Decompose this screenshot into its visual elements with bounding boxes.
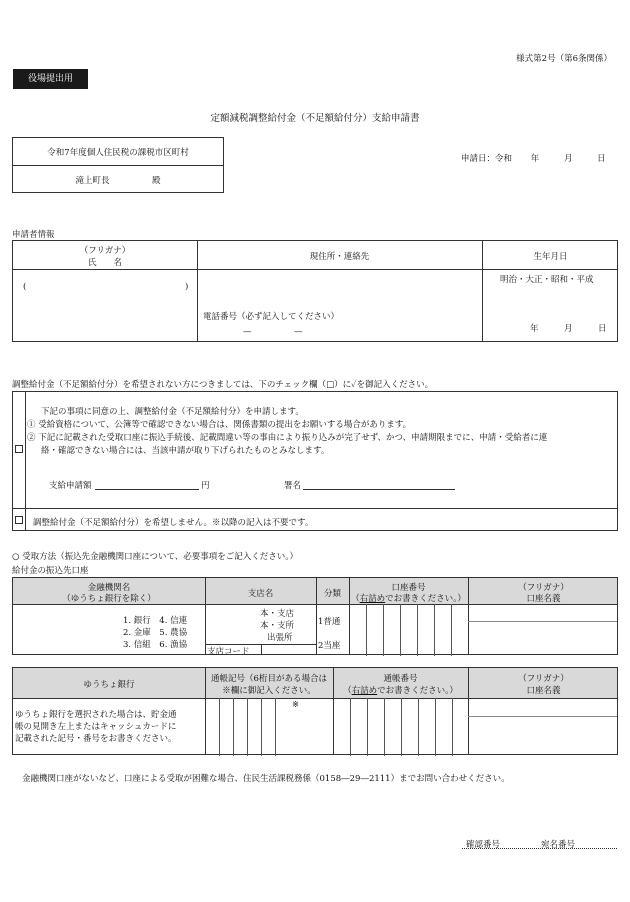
holder-header-2: 口座名義 xyxy=(526,594,561,604)
confirm-number-label: 確認番号 xyxy=(466,840,501,850)
consent-intro: 調整給付金（不足額給付分）を希望されない方につきましては、下のチェック欄（□）に✓を御記入ください。 xyxy=(12,380,434,390)
name-label: 氏 名 xyxy=(87,258,122,268)
receipt-method: ○ 受取方法（振込先金融機関口座について、必要事項をご記入ください。） xyxy=(12,552,299,562)
inst-type-option-3[interactable]: 3. 信組 6. 漁協 xyxy=(123,640,188,650)
signature-label: 署名 xyxy=(284,481,302,491)
consent-table xyxy=(12,391,618,531)
branch-option-2[interactable]: 本・支所 xyxy=(260,621,295,631)
branch-option-3[interactable]: 出張所 xyxy=(267,633,293,643)
phone-label: 電話番号（必ず記入してください） xyxy=(203,312,340,322)
type-header: 分類 xyxy=(323,589,341,599)
application-date-year: 年 xyxy=(530,154,540,164)
address-contact-label: 現住所・連絡先 xyxy=(309,252,370,262)
branch-header: 支店名 xyxy=(247,589,274,599)
account-number-header-2: （右詰めでお書きください。） xyxy=(351,594,466,604)
phone-dashes[interactable]: — — xyxy=(243,327,303,337)
yucho-header: ゆうちょ銀行 xyxy=(83,680,135,690)
form-number: 様式第2号（第6条関係） xyxy=(516,54,612,64)
application-date xyxy=(461,152,606,164)
yucho-symbol-header-1: 通帳記号（6桁目がある場合は xyxy=(211,674,327,684)
furigana-label: （フリガナ） xyxy=(79,246,131,256)
branch-code-label: 支店コード xyxy=(207,647,250,657)
consent-line-1: 下記の事項に同意の上、調整給付金（不足額給付分）を申請します。 xyxy=(41,407,304,417)
page-title: 定額減税調整給付金（不足額給付分）支給申請書 xyxy=(210,113,420,124)
type-current[interactable]: 2当座 xyxy=(318,641,341,651)
tax-municipality-label: 令和7年度個人住民税の課税市区町村 xyxy=(47,148,189,158)
yucho-note-1: ゆうちょ銀行を選択された場合は、貯金通 xyxy=(15,710,177,720)
application-date-day: 日 xyxy=(597,154,606,164)
application-date-label: 申請日：令和 xyxy=(461,154,513,164)
birthdate-label: 生年月日 xyxy=(533,252,568,262)
holder-header-1: （フリガナ） xyxy=(518,583,569,593)
yucho-star-mark: ※ xyxy=(292,700,300,710)
account-label: 給付金の振込先口座 xyxy=(12,566,89,576)
yucho-number-header-1: 通帳番号 xyxy=(383,674,418,684)
account-number-boxes[interactable] xyxy=(349,604,468,656)
inst-type-option-1[interactable]: 1. 銀行 4. 信連 xyxy=(123,616,188,626)
era-options[interactable]: 明治・大正・昭和・平成 xyxy=(500,275,594,285)
branch-option-1[interactable]: 本・支店 xyxy=(260,609,295,619)
inst-type-option-2[interactable]: 2. 金庫 5. 農協 xyxy=(123,628,188,638)
bank-inst-header-1: 金融機関名 xyxy=(87,583,131,593)
account-number-header-1: 口座番号 xyxy=(391,583,426,593)
yucho-number-boxes[interactable] xyxy=(333,698,468,756)
address-number-label: 宛名番号 xyxy=(541,840,576,850)
yucho-symbol-header-2: ※欄に御記入ください。 xyxy=(222,686,316,696)
yucho-table xyxy=(12,667,618,755)
submission-badge: 役場提出用 xyxy=(13,69,88,89)
consent-line-2: ① 受給資格について、公簿等で確認できない場合は、関係書類の提出をお願いする場合があります。 xyxy=(27,420,412,430)
decline-checkbox[interactable] xyxy=(15,516,23,524)
yucho-note-2: 帳の見開き左上またはキャッシュカードに xyxy=(15,722,177,732)
yucho-symbol-boxes[interactable] xyxy=(205,698,333,756)
furigana-paren-close: ) xyxy=(185,282,189,292)
name-input[interactable] xyxy=(33,277,183,297)
yucho-holder-header-2: 口座名義 xyxy=(526,686,561,696)
yucho-holder-header-1: （フリガナ） xyxy=(518,674,569,684)
type-ordinary[interactable]: 1普通 xyxy=(318,617,341,627)
yucho-note-3: 記載された記号・番号をお書きください。 xyxy=(15,734,177,744)
yucho-number-header-2: （右詰めでお書きください。） xyxy=(343,686,458,696)
consent-line-3: ② 下記に記載された受取口座に振込手続後、記載間違い等の事由により振り込みが完了せず、かつ、申請期限までに、申請・受給者に連 xyxy=(27,433,548,443)
signature-input-line[interactable] xyxy=(303,489,455,490)
applicant-section-label: 申請者情報 xyxy=(12,230,55,240)
decline-text: 調整給付金（不足額給付分）を希望しません。※以降の記入は不要です。 xyxy=(33,518,314,528)
mayor-addressee: 滝上町長 殿 xyxy=(75,176,161,186)
furigana-paren-open: ( xyxy=(23,282,27,292)
birth-ymd[interactable]: 年 月 日 xyxy=(530,324,607,334)
bank-table xyxy=(12,577,618,655)
address-box xyxy=(12,137,224,193)
contact-note: 金融機関口座がないなど、口座による受取が困難な場合、住民生活課税務係（0158―29―2111）までお問い合わせください。 xyxy=(22,774,510,784)
bank-inst-header-2: （ゆうちょ銀行を除く） xyxy=(62,594,156,604)
amount-input-line[interactable] xyxy=(95,489,199,490)
consent-line-4: 絡・確認できない場合には、当該申請が取り下げられたものとみなします。 xyxy=(41,446,330,456)
application-date-month: 月 xyxy=(563,154,573,164)
amount-label: 支給申請額 xyxy=(49,481,92,491)
applicant-table xyxy=(12,240,618,342)
yen-label: 円 xyxy=(201,481,210,491)
consent-checkbox[interactable] xyxy=(15,445,23,453)
